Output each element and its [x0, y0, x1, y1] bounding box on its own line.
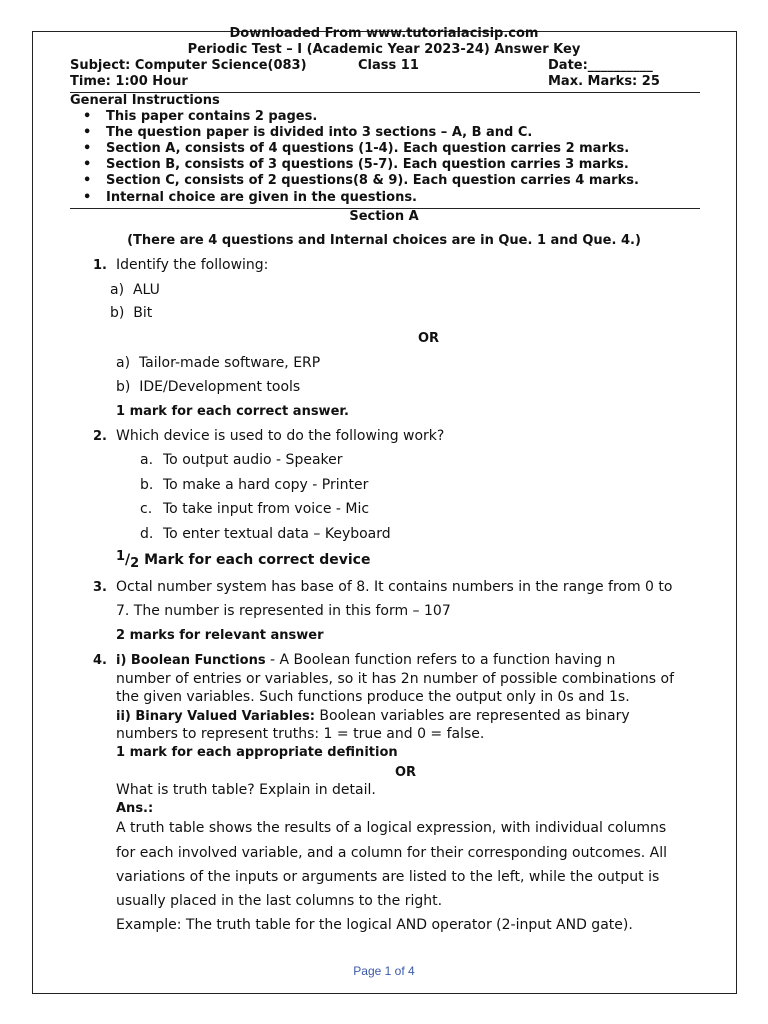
marking-scheme: 1 mark for each correct answer. [116, 404, 349, 419]
question-text: Which device is used to do the following work? [116, 428, 445, 444]
marking-scheme: 1 mark for each appropriate definition [116, 745, 398, 760]
question-text: What is truth table? Explain in detail. [116, 782, 376, 798]
list-item: To make a hard copy - Printer [163, 477, 369, 493]
date-label: Date:__________ [548, 58, 653, 73]
list-label: c. [140, 501, 153, 517]
term-definition: Boolean variables are represented as binary [314, 708, 630, 724]
answer-text: Example: The truth table for the logical AND operator (2-input AND gate). [116, 917, 633, 933]
or-separator: OR [395, 765, 417, 780]
marking-scheme: $^1/_2$ Mark for each correct device [116, 549, 371, 571]
list-item: To output audio - Speaker [163, 452, 343, 468]
bullet-icon: • [83, 173, 92, 188]
bullet-icon: • [83, 190, 92, 205]
instruction-item: Section C, consists of 2 questions(8 & 9). Each question carries 4 marks. [106, 173, 639, 188]
page-number: Page 1 of 4 [353, 964, 415, 978]
option-item: b) Bit [110, 305, 153, 321]
list-item: To enter textual data – Keyboard [163, 526, 391, 542]
answer-text: the given variables. Such functions produce the output only in 0s and 1s. [116, 689, 630, 705]
list-item: To take input from voice - Mic [163, 501, 370, 517]
answer-text: 7. The number is represented in this form – 107 [116, 603, 451, 619]
answer-text: A truth table shows the results of a logical expression, with individual columns [116, 820, 667, 836]
instruction-item: The question paper is divided into 3 sections – A, B and C. [106, 125, 533, 140]
answer-text: usually placed in the last columns to the right. [116, 893, 443, 909]
instructions-heading: General Instructions [70, 93, 220, 108]
fraction-numerator: 1 [116, 549, 126, 564]
bullet-icon: • [83, 141, 92, 156]
question-number: 1. [93, 258, 107, 273]
question-number: 3. [93, 580, 107, 595]
marking-scheme-text: Mark for each correct device [144, 552, 371, 568]
max-marks-label: Max. Marks: 25 [548, 74, 660, 89]
class-label: Class 11 [358, 58, 419, 73]
answer-text: variations of the inputs or arguments are listed to the left, while the output is [116, 869, 660, 885]
fraction-denominator: 2 [130, 556, 140, 571]
answer-text: for each involved variable, and a column for their corresponding outcomes. All [116, 845, 668, 861]
bullet-icon: • [83, 125, 92, 140]
bullet-icon: • [83, 109, 92, 124]
question-text: Identify the following: [116, 257, 269, 273]
answer-text: numbers to represent truths: 1 = true and 0 = false. [116, 726, 485, 742]
instruction-item: Section A, consists of 4 questions (1-4). Each question carries 2 marks. [106, 141, 630, 156]
list-label: d. [140, 526, 154, 542]
term-label: i) Boolean Functions [116, 653, 266, 668]
subject-label: Subject: Computer Science(083) [70, 58, 307, 73]
answer-text: number of entries or variables, so it has 2n number of possible combinations of [116, 671, 675, 687]
instruction-item: This paper contains 2 pages. [106, 109, 318, 124]
list-label: b. [140, 477, 154, 493]
bullet-icon: • [83, 157, 92, 172]
term-label: ii) Binary Valued Variables: [116, 709, 315, 724]
download-source: Downloaded From www.tutorialacisip.com [229, 26, 539, 41]
section-heading: Section A [349, 209, 419, 224]
answer-label: Ans.: [116, 801, 154, 816]
or-separator: OR [418, 331, 440, 346]
instruction-item: Section B, consists of 3 questions (5-7). Each question carries 3 marks. [106, 157, 629, 172]
marking-scheme: 2 marks for relevant answer [116, 628, 324, 643]
answer-text: Octal number system has base of 8. It contains numbers in the range from 0 to [116, 579, 673, 595]
question-number: 2. [93, 429, 107, 444]
option-item: a) ALU [110, 282, 160, 298]
term-definition: - A Boolean function refers to a function having n [265, 652, 616, 668]
section-note: (There are 4 questions and Internal choices are in Que. 1 and Que. 4.) [127, 233, 641, 248]
option-item: b) IDE/Development tools [116, 379, 301, 395]
answer-line [116, 708, 630, 724]
instruction-item: Internal choice are given in the questions. [106, 190, 417, 205]
answer-line [116, 652, 615, 668]
list-label: a. [140, 452, 154, 468]
option-item: a) Tailor-made software, ERP [116, 355, 321, 371]
time-label: Time: 1:00 Hour [70, 74, 188, 89]
paper-title: Periodic Test – I (Academic Year 2023-24) Answer Key [187, 42, 581, 57]
question-number: 4. [93, 653, 107, 668]
